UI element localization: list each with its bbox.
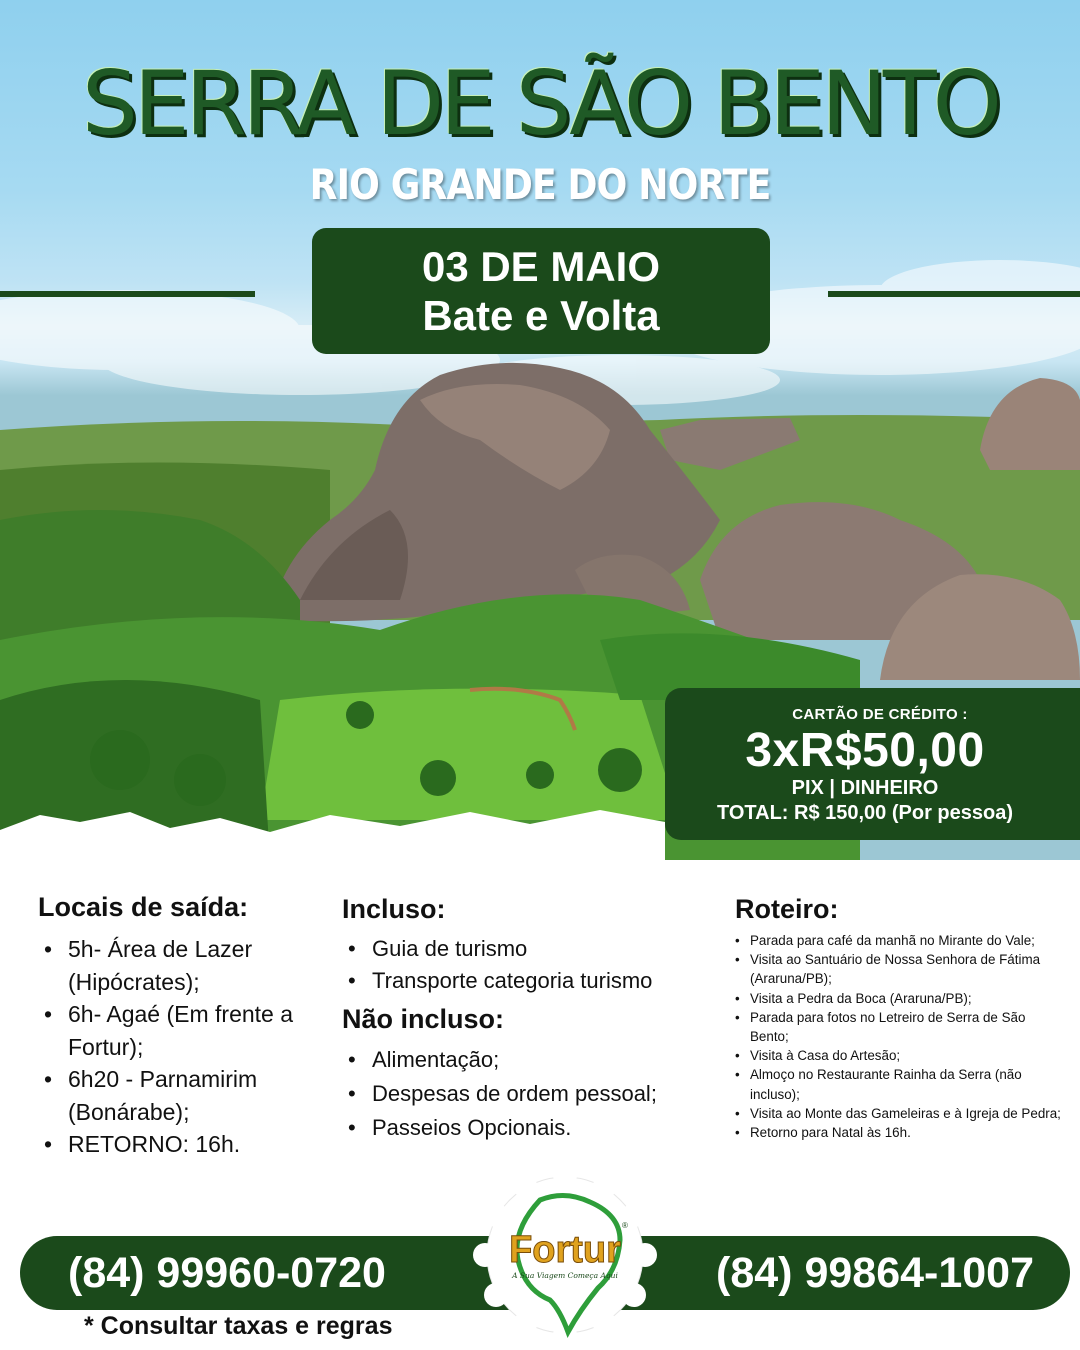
total-price: TOTAL: R$ 150,00 (Por pessoa) [716,802,1013,824]
price-banner [665,688,1080,840]
departures-title: Locais de saída: [38,892,249,922]
logo-slogan: A Sua Viagem Começa Aqui [512,1271,618,1280]
list-item: • Parada para café da manhã no Mirante do Vale; [735,931,1065,950]
card-label: CARTÃO DE CRÉDITO : [792,706,968,723]
page-subtitle: RIO GRANDE DO NORTE [309,160,771,209]
list-item: • Visita à Casa do Artesão; [735,1046,1065,1065]
list-item: • 6h20 - Parnamirim (Bonárabe); [38,1063,338,1128]
list-item: • Almoço no Restaurante Rainha da Serra (não incluso); [735,1065,1065,1103]
divider-right [828,291,1080,297]
date-banner [312,228,770,354]
registered-mark: ® [622,1221,628,1230]
phone-right[interactable]: (84) 99864-1007 [620,1236,1070,1310]
included-list [342,933,732,996]
list-item: • Parada para fotos no Letreiro de Serra de São Bento; [735,1008,1065,1046]
inclusions-section [342,894,732,1145]
list-item: • Alimentação; [342,1043,732,1077]
divider-left [0,291,255,297]
page-title: SERRA DE SÃO BENTO [82,52,998,155]
list-item: • 5h- Área de Lazer (Hipócrates); [38,933,338,998]
list-item: • RETORNO: 16h. [38,1128,338,1161]
logo-wordmark: Fortur [509,1229,621,1271]
fortur-logo [470,1160,660,1350]
itinerary-title: Roteiro: [735,894,839,924]
installment-price: 3xR$50,00 [745,724,985,777]
list-item: • Despesas de ordem pessoal; [342,1077,732,1111]
itinerary-list [735,931,1065,1142]
payment-methods: PIX | DINHEIRO [791,777,939,799]
not-included-title: Não incluso: [342,1004,505,1034]
fees-note: * Consultar taxas e regras [84,1312,393,1340]
departures-section [38,892,338,1161]
list-item: • Visita a Pedra da Boca (Araruna/PB); [735,989,1065,1008]
list-item: • Retorno para Natal às 16h. [735,1123,1065,1142]
itinerary-section [735,894,1065,1142]
list-item: • Passeios Opcionais. [342,1111,732,1145]
list-item: • 6h- Agaé (Em frente a Fortur); [38,998,338,1063]
list-item: • Visita ao Santuário de Nossa Senhora de Fátima (Araruna/PB); [735,950,1065,988]
list-item: • Guia de turismo [342,933,732,965]
departures-list [38,933,338,1161]
list-item: • Visita ao Monte das Gameleiras e à Igreja de Pedra; [735,1104,1065,1123]
trip-type: Bate e Volta [422,292,660,339]
phone-left[interactable]: (84) 99960-0720 [20,1236,520,1310]
included-title: Incluso: [342,894,446,924]
not-included-list [342,1043,732,1145]
list-item: • Transporte categoria turismo [342,965,732,997]
trip-date: 03 DE MAIO [421,243,661,290]
